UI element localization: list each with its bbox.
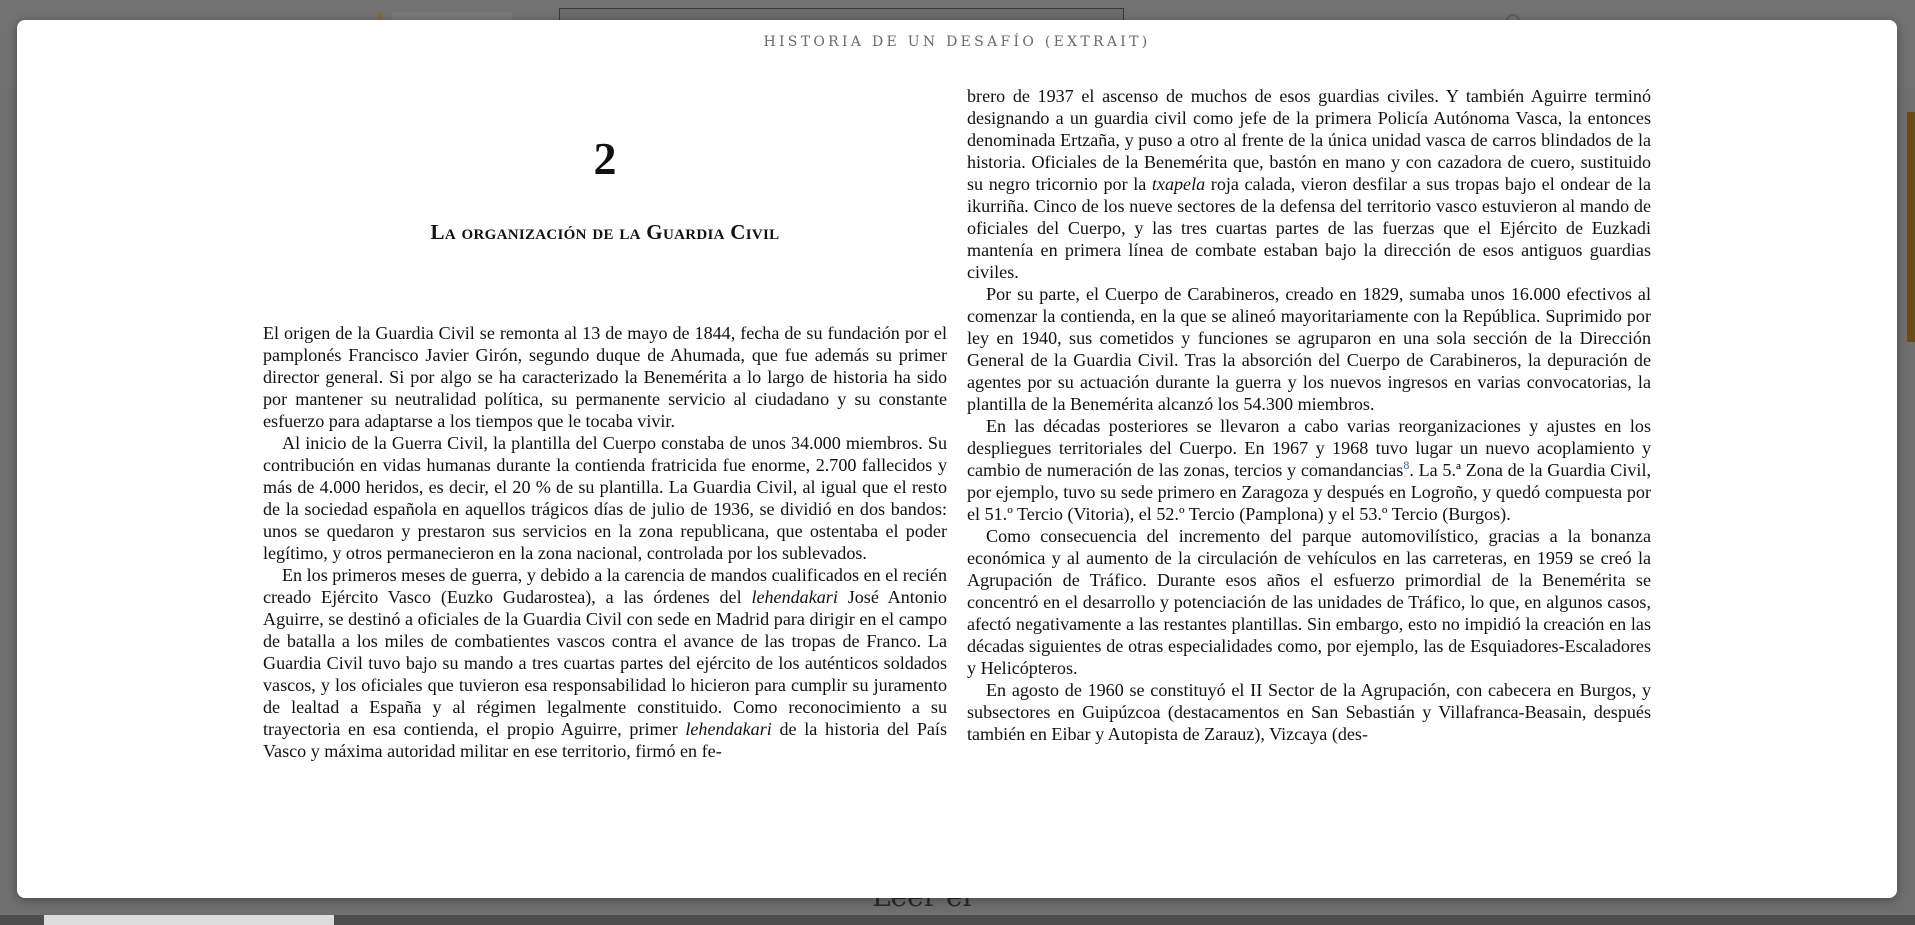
- text-run: roja calada, vieron desfilar a sus tropas bajo el ondear de la ikurriña. Cinco de los nueve sectores de la defensa del territorio vasco estuvieron al mando de oficiales del Cuerpo, y las tres cuartas partes de las fuerzas que el Ejército de Euzkadi mantenía en primera línea de combate estaban bajo la dirección de esos antiguos guardias civiles.: [967, 174, 1651, 282]
- paragraph: En agosto de 1960 se constituyó el II Sector de la Agrupación, con cabecera en Burgos, y subsectores en Guipúzcoa (destacamentos en San Sebastián y Villafranca-Beasain, después también en Eibar y Autopista de Zarauz), Vizcaya (des-: [967, 680, 1651, 744]
- footnote-link[interactable]: 8: [1403, 457, 1410, 472]
- excerpt-modal: [17, 20, 1897, 898]
- background-scrollbar-thumb: [1907, 112, 1915, 342]
- paragraph: Al inicio de la Guerra Civil, la plantilla del Cuerpo constaba de unos 34.000 miembros. Su contribución en vidas humanas durante la contienda fratricida fue enorme, 2.700 fallecidos y más de 4.000 heridos, es decir, el 20 % de su plantilla. La Guardia Civil, al igual que el resto de la sociedad española en aquellos trágicos días de julio de 1936, se dividió en dos bandos: unos se quedaron y prestaron sus servicios en la zona republicana, que ostentaba el poder legítimo, y otros permanecieron en la zona nacional, controlada por los sublevados.: [263, 433, 947, 563]
- italic-run: lehendakari: [685, 719, 772, 739]
- text-run: brero de 1937 el ascenso de muchos de esos guardias civiles. Y también Aguirre terminó designando a un guardia civil como jefe de la primera Policía Autónoma Vasca, la entonces denominada Ertzaña, y puso a otro al frente de la única unidad vasca de carros blindados de la historia. Oficiales de la Benemérita que, bastón en mano y con cazadora de cuero, sustituido su negro tricornio por la: [967, 86, 1651, 194]
- text-run: . La 5.ª Zona de la Guardia Civil, por ejemplo, tuvo su sede primero en Zaragoza y después en Logroño, y quedó compuesta por el 51.º Tercio (Vitoria), el 52.º Tercio (Pamplona) y el 53.º Tercio (Burgos).: [967, 460, 1651, 524]
- paragraph: [967, 415, 1651, 525]
- chapter-number: 2: [593, 133, 617, 184]
- paragraph: [263, 564, 947, 762]
- text-run: de la historia del País Vasco y máxima autoridad militar en ese territorio, firmó en fe-: [263, 719, 947, 761]
- modal-title: HISTORIA DE UN DESAFÍO (EXTRAIT): [763, 34, 1151, 50]
- right-column: [967, 85, 1651, 745]
- chapter-title: [263, 220, 947, 245]
- paragraph: Como consecuencia del incremento del parque automovilístico, gracias a la bonanza económica y al aumento de la circulación de vehículos en las carreteras, en 1959 se creó la Agrupación de Tráfico. Durante esos años el esfuerzo primordial de la Benemérita se concentró en el desarrollo y potenciación de las unidades de Tráfico, lo que, en algunos casos, afectó negativamente a las restantes plantillas. Sin embargo, esto no impidió la creación en las décadas siguientes de otras especialidades como, por ejemplo, las de Esquiadores-Escaladores y Helicópteros.: [967, 526, 1651, 678]
- text-run: En las décadas posteriores se llevaron a cabo varias reorganizaciones y ajustes en los despliegues territoriales del Cuerpo. En 1967 y 1968 tuvo lugar un nuevo acoplamiento y cambio de numeración de las zonas, tercios y comandancias: [967, 416, 1651, 480]
- italic-run: txapela: [1151, 174, 1206, 194]
- text-run: José Antonio Aguirre, se destinó a oficiales de la Guardia Civil con sede en Madrid para dirigir en el campo de batalla a los miles de combatientes vascos contra el avance de las tropas de Franco. La Guardia Civil tuvo bajo su mando a tres cuartas partes del ejército de los auténticos soldados vascos, y los oficiales que tuvieron esa responsabilidad lo hicieron para cumplir su juramento de lealtad a España y al régimen legalmente constituido. Como reconocimiento a su trayectoria en esa contienda, el propio Aguirre, primer: [263, 587, 947, 739]
- paragraph: [967, 85, 1651, 283]
- chapter-title-text: La organización de la Guardia Civil: [430, 220, 780, 244]
- background-bottom-tab: [44, 915, 334, 925]
- paragraph: Por su parte, el Cuerpo de Carabineros, creado en 1829, sumaba unos 16.000 efectivos al comenzar la contienda, en la que se alineó mayoritariamente con la República. Suprimido por ley en 1940, sus cometidos y funciones se agruparon en una sola sección de la Dirección General de la Guardia Civil. Tras la absorción del Cuerpo de Carabineros, la depuración de agentes por su actuación durante la guerra y los nuevos ingresos en varias convocatorias, la plantilla de la Benemérita alcanzó los 54.300 miembros.: [967, 284, 1651, 414]
- text-run: En los primeros meses de guerra, y debido a la carencia de mandos cualificados en el recién creado Ejército Vasco (Euzko Gudarostea), a las órdenes del: [263, 565, 947, 607]
- italic-run: lehendakari: [751, 587, 838, 607]
- paragraph: El origen de la Guardia Civil se remonta al 13 de mayo de 1844, fecha de su fundación por el pamplonés Francisco Javier Girón, segundo duque de Ahumada, que fue además su primer director general. Si por algo se ha caracterizado la Benemérita a lo largo de historia ha sido por mantener su neutralidad política, su permanente servicio al ciudadano y su constante esfuerzo para adaptarse a los tiempos que le tocaba vivir.: [263, 323, 947, 431]
- left-column: [263, 322, 947, 762]
